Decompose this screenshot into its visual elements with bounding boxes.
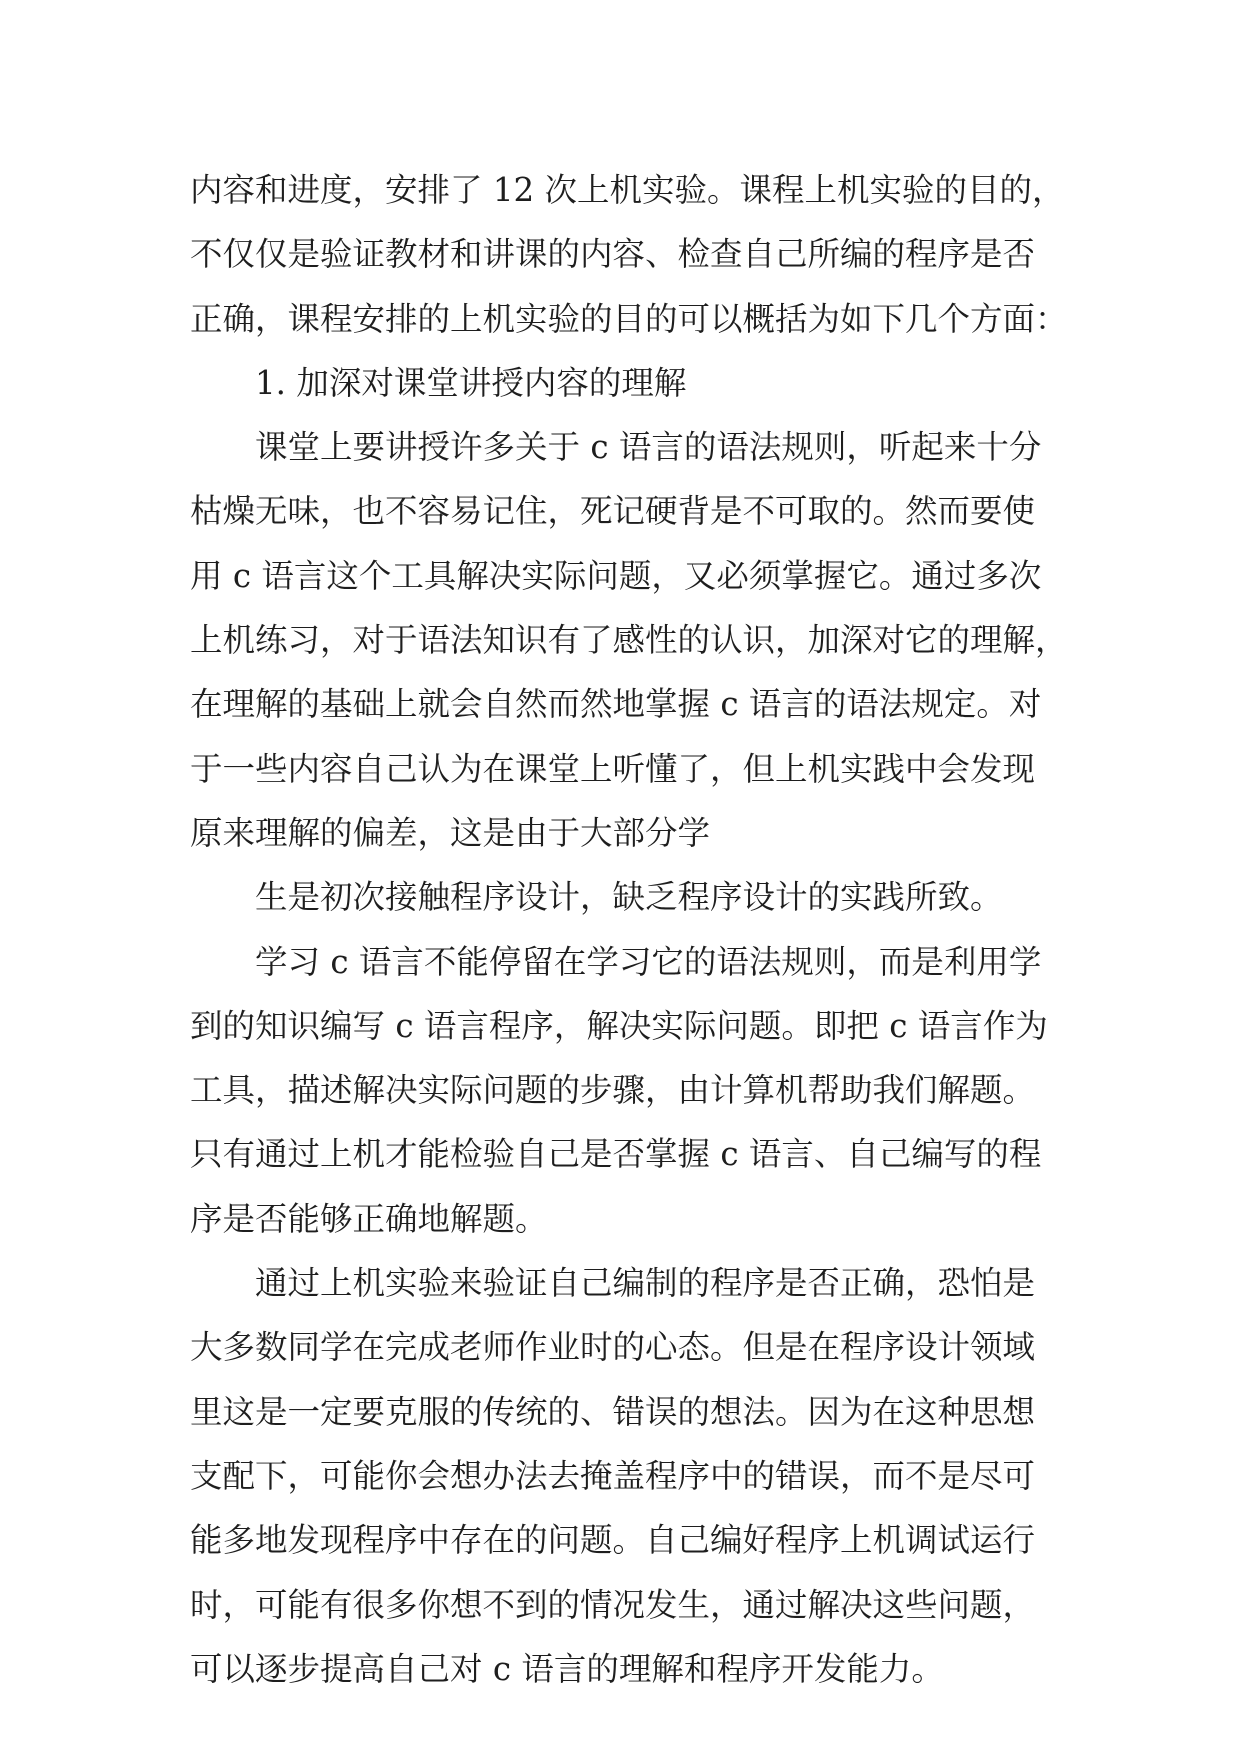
text-line: 在理解的基础上就会自然而然地掌握 c 语言的语法规定。对 (190, 685, 1042, 724)
text-line: 用 c 语言这个工具解决实际问题，又必须掌握它。通过多次 (190, 556, 1042, 595)
body-text (190, 158, 1070, 1701)
text-line: 内容和进度，安排了 12 次上机实验。课程上机实验的目的， (190, 171, 1065, 209)
text-line: 只有通过上机才能检验自己是否掌握 c 语言、自己编写的程 (190, 1135, 1042, 1174)
text-line: 原来理解的偏差，这是由于大部分学 (190, 813, 711, 852)
text-line: 里这是一定要克服的传统的、错误的想法。因为在这种思想 (190, 1392, 1036, 1431)
text-line: 可以逐步提高自己对 c 语言的理解和程序开发能力。 (190, 1649, 944, 1688)
text-line: 正确，课程安排的上机实验的目的可以概括为如下几个方面： (190, 299, 1068, 338)
text-line: 枯燥无味，也不容易记住，死记硬背是不可取的。然而要使 (190, 492, 1036, 531)
text-line: 工具，描述解决实际问题的步骤，由计算机帮助我们解题。 (190, 1071, 1036, 1110)
text-line: 序是否能够正确地解题。 (190, 1199, 548, 1238)
text-line: 到的知识编写 c 语言程序，解决实际问题。即把 c 语言作为 (190, 1006, 1048, 1045)
text-line: 不仅仅是验证教材和讲课的内容、检查自己所编的程序是否 (190, 235, 1036, 274)
text-line: 支配下，可能你会想办法去掩盖程序中的错误，而不是尽可 (190, 1456, 1036, 1495)
text-line: 大多数同学在完成老师作业时的心态。但是在程序设计领域 (190, 1328, 1036, 1367)
text-line: 于一些内容自己认为在课堂上听懂了，但上机实践中会发现 (190, 749, 1036, 788)
text-line: 课堂上要讲授许多关于 c 语言的语法规则，听起来十分 (255, 428, 1042, 467)
text-line: 上机练习，对于语法知识有了感性的认识，加深对它的理解， (190, 621, 1068, 660)
text-line: 通过上机实验来验证自己编制的程序是否正确，恐怕是 (255, 1264, 1036, 1303)
section-heading: 1. 加深对课堂讲授内容的理解 (255, 363, 687, 402)
text-line: 能多地发现程序中存在的问题。自己编好程序上机调试运行 (190, 1521, 1036, 1560)
text-line: 时，可能有很多你想不到的情况发生，通过解决这些问题， (190, 1585, 1036, 1624)
text-line: 生是初次接触程序设计，缺乏程序设计的实践所致。 (255, 878, 1003, 917)
text-line: 学习 c 语言不能停留在学习它的语法规则，而是利用学 (255, 942, 1042, 981)
